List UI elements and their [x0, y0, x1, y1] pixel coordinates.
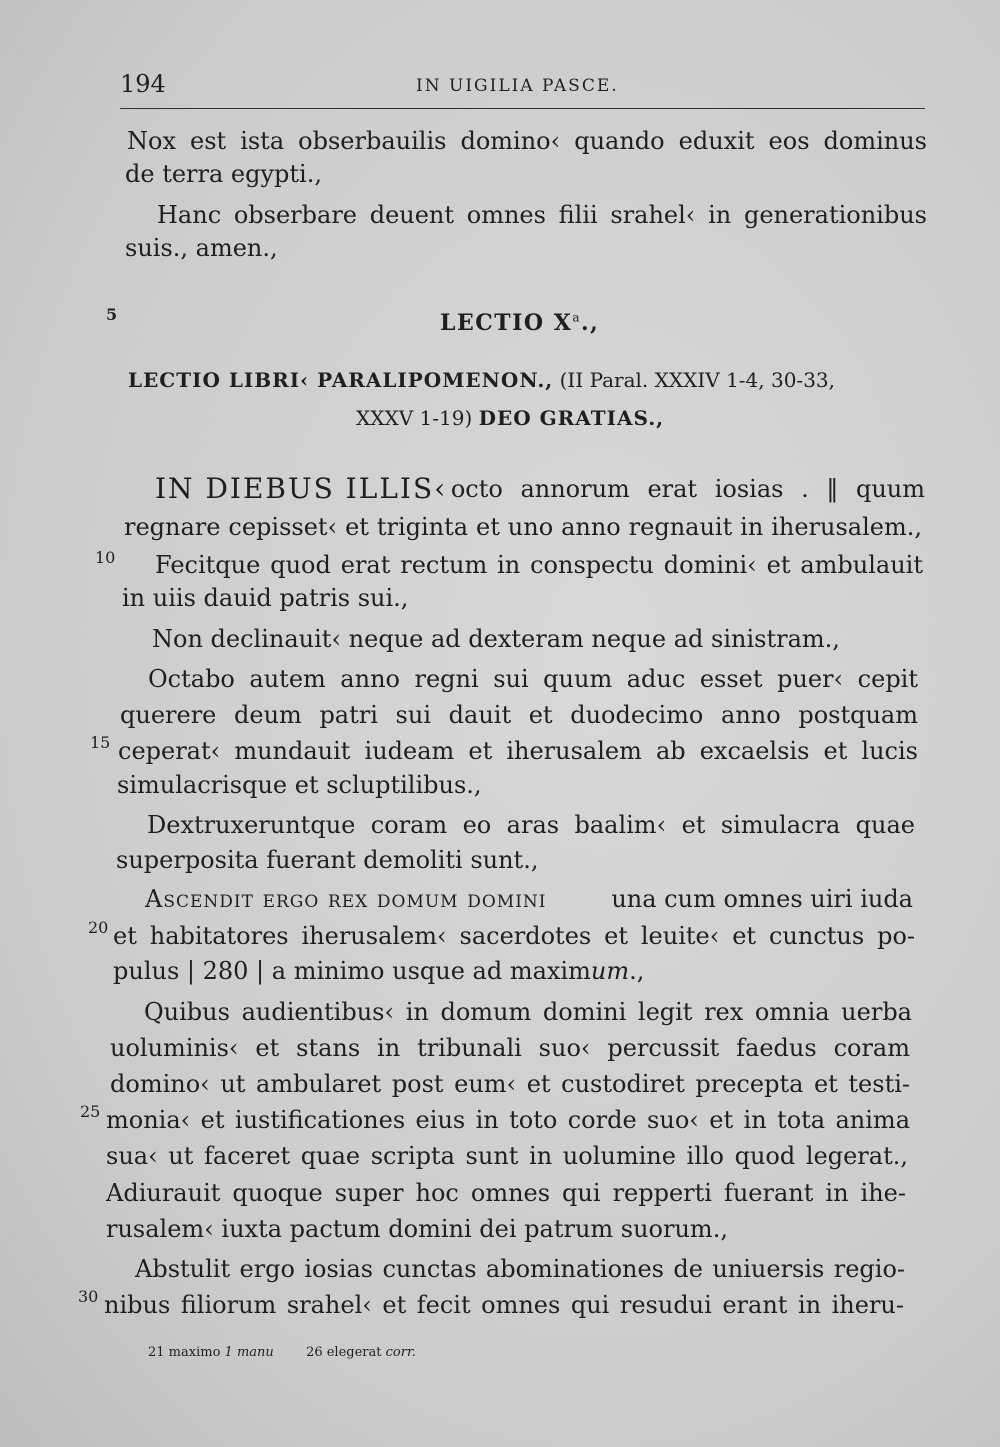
text-line-22: monia‹ et iustificationes eius in toto corde suo‹ et in tota anima	[106, 1106, 910, 1134]
text-line-16	[145, 884, 913, 914]
footnotes	[148, 1345, 416, 1360]
text-line-15: superposita fuerant demoliti sunt.,	[116, 846, 539, 874]
line-number-25: 25	[80, 1102, 101, 1121]
text-line-18-italic: um	[590, 957, 630, 985]
text-line-24: Adiurauit quoque super hoc omnes qui repperti fuerant in ihe-	[106, 1179, 906, 1207]
lectio-subtitle-line-2	[356, 406, 664, 430]
line-number-20: 20	[88, 918, 109, 937]
footnote-2: 26 elegerat	[306, 1345, 382, 1360]
lectio-title-sup: a	[572, 310, 581, 325]
lectio-subtitle-line-1	[128, 368, 835, 392]
footnote-1: 21 maximo	[148, 1345, 221, 1360]
text-line-3: Hanc obserbare deuent omnes filii srahel‹ in generationibus	[157, 201, 927, 229]
footnote-1-italic: 1 manu	[224, 1345, 274, 1360]
text-line-25: rusalem‹ iuxta pactum domini dei patrum suorum.,	[106, 1215, 728, 1243]
line-number-10: 10	[95, 548, 116, 567]
lectio-title-text: LECTIO X	[440, 310, 573, 336]
text-line-16-rest: una cum omnes uiri iuda	[611, 885, 913, 913]
line-number-5: 5	[106, 305, 118, 324]
footnote-2-italic: corr.	[385, 1345, 416, 1360]
lectio-reference-1: (II Paral. XXXIV 1-4, 30-33,	[559, 368, 835, 392]
text-line-7: Fecitque quod erat rectum in conspectu domini‹ et ambulauit	[155, 551, 923, 579]
deo-gratias: DEO GRATIAS.,	[478, 406, 665, 430]
text-line-17: et habitatores iherusalem‹ sacerdotes et leuite‹ et cunctus po-	[113, 922, 915, 950]
text-line-5	[155, 474, 925, 504]
line-number-15: 15	[90, 733, 111, 752]
line-number-30: 30	[78, 1287, 99, 1306]
text-line-27: nibus filiorum srahel‹ et fecit omnes qui resudui erant in iheru-	[104, 1291, 904, 1319]
lectio-title-end: .,	[580, 310, 600, 336]
text-line-19: Quibus audientibus‹ in domum domini legit rex omnia uerba	[144, 998, 912, 1026]
text-line-14: Dextruxeruntque coram eo aras baalim‹ et simulacra quae	[147, 811, 915, 839]
lectio-book-name: LECTIO LIBRI‹ PARALIPOMENON.,	[128, 368, 554, 392]
text-line-11: querere deum patri sui dauit et duodecimo anno postquam	[120, 701, 918, 729]
lectio-reference-2: XXXV 1-19)	[356, 406, 473, 430]
text-line-6: regnare cepisset‹ et triginta et uno anno regnauit in iherusalem.,	[124, 513, 922, 541]
text-line-2: de terra egypti.,	[125, 160, 322, 188]
text-line-13: simulacrisque et scluptilibus.,	[117, 771, 482, 799]
text-line-9: Non declinauit‹ neque ad dexteram neque ad sinistram.,	[152, 625, 840, 653]
text-line-23: sua‹ ut faceret quae scripta sunt in uolumine illo quod legerat.,	[106, 1142, 908, 1170]
text-line-10: Octabo autem anno regni sui quum aduc esset puer‹ cepit	[148, 665, 918, 693]
ascendit-ergo-rex: Ascendit ergo rex domum domini	[145, 885, 547, 913]
lectio-title	[440, 310, 599, 336]
text-line-4: suis., amen.,	[125, 234, 278, 262]
text-line-12: ceperat‹ mundauit iudeam et iherusalem ab excaelsis et lucis	[118, 737, 918, 765]
text-line-26: Abstulit ergo iosias cunctas abominationes de uniuersis regio-	[135, 1255, 905, 1283]
text-line-21: domino‹ ut ambularet post eum‹ et custodiret precepta et testi-	[110, 1070, 910, 1098]
text-line-5-rest: octo annorum erat iosias . ‖ quum	[450, 475, 925, 503]
running-title: IN UIGILIA PASCE.	[416, 76, 619, 96]
text-line-18-a: pulus | 280 | a minimo usque ad maxim	[113, 957, 591, 985]
text-line-18	[113, 956, 644, 986]
text-line-18-b: .,	[629, 957, 645, 985]
text-line-20: uoluminis‹ et stans in tribunali suo‹ percussit faedus coram	[110, 1034, 910, 1062]
text-line-1: Nox est ista obserbauilis domino‹ quando eduxit eos dominus	[127, 127, 927, 155]
text-line-8: in uiis dauid patris sui.,	[122, 584, 409, 612]
in-diebus-illis: IN DIEBUS ILLIS‹	[155, 472, 448, 505]
page-number: 194	[120, 70, 166, 98]
header-rule	[120, 108, 925, 109]
